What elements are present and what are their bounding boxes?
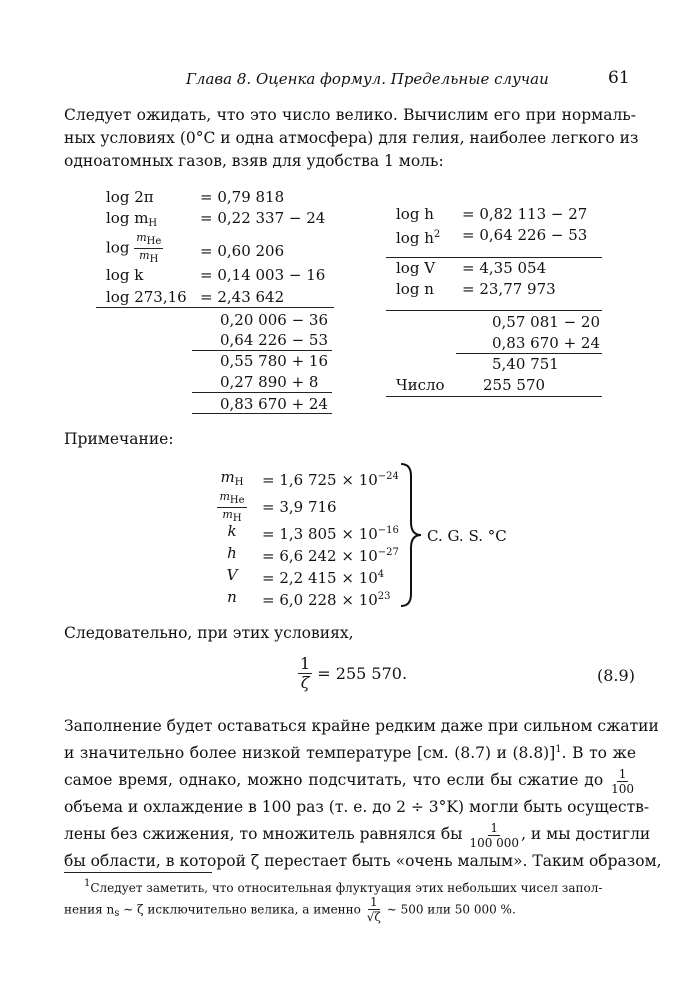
running-title: Глава 8. Оценка формул. Предельные случаи bbox=[186, 70, 549, 88]
equation-number: (8.9) bbox=[597, 666, 635, 685]
text-line: Заполнение будет оставаться крайне редким даже при сильном сжатии bbox=[64, 717, 659, 735]
table-rule bbox=[456, 353, 602, 354]
text-line: ных условиях (0°C и одна атмосфера) для гелия, наиболее легкого из bbox=[64, 129, 639, 147]
page-number: 61 bbox=[608, 68, 630, 88]
log-label: $\log h^2$ bbox=[396, 229, 441, 247]
log-label: log h bbox=[396, 205, 434, 223]
log-label: log 2π bbox=[106, 188, 154, 206]
log-result: 0,20 006 − 36 bbox=[220, 311, 328, 329]
curly-brace-icon bbox=[398, 462, 424, 608]
table-rule bbox=[386, 396, 602, 397]
text-line: бы области, в которой ζ перестает быть «очень малым». Таким образом, bbox=[64, 852, 662, 870]
constant-symbol: V bbox=[226, 566, 238, 584]
constant-value: = 6,0 $228 \times 10^{23}$ bbox=[262, 591, 391, 609]
log-result: 5,40 751 bbox=[492, 355, 559, 373]
constant-value: = 2,2 $415 \times 10^4$ bbox=[262, 569, 385, 587]
constant-value: = 1,6 $725 \times 10^{-24}$ bbox=[262, 471, 399, 489]
log-value: = 0,22 337 − 24 bbox=[200, 209, 326, 227]
log-value: = 0,82 113 − 27 bbox=[462, 205, 588, 223]
constant-symbol: k bbox=[227, 522, 237, 540]
text-line: объема и охлаждение в 100 раз (т. е. до 2 ÷ 3°K) могли быть осуществ- bbox=[64, 798, 650, 816]
log-label: log k bbox=[106, 266, 144, 284]
constant-value: = 6,6 $242 \times 10^{-27}$ bbox=[262, 547, 399, 565]
table-rule bbox=[386, 310, 602, 311]
log-value: = 0,14 003 − 16 bbox=[200, 266, 326, 284]
log-value: = 0,64 226 − 53 bbox=[462, 226, 588, 244]
constant-value: = 1,3 $805 \times 10^{-16}$ bbox=[262, 525, 399, 543]
log-value: = 23,77 973 bbox=[462, 280, 556, 298]
text-line: одноатомных газов, взяв для удобства 1 моль: bbox=[64, 152, 444, 170]
reciprocal-zeta-fraction: $\frac{1}{\zeta}$ bbox=[300, 654, 311, 692]
table-rule bbox=[96, 307, 334, 308]
log-value: = 0,60 206 bbox=[200, 242, 285, 260]
log-result: 0,64 226 − 53 bbox=[220, 331, 328, 349]
constant-symbol: h bbox=[227, 544, 237, 562]
conclusion-paragraph bbox=[64, 714, 662, 873]
equation-8-9: $\frac{1}{\zeta}$ = 255 570. bbox=[300, 654, 408, 692]
mass-ratio-fraction: $\frac{\text{mHe}}{mH}$ bbox=[136, 231, 162, 265]
footnote-line: нения $n_s$ ∼ ζ исключительно велика, а именно $\frac{1}{√\zeta}$ ∼ 500 или 50 000 %. bbox=[64, 895, 516, 924]
consequently-text: Следовательно, при этих условиях, bbox=[64, 624, 354, 642]
text-line: самое время, однако, можно подсчитать, что если бы сжатие до $\frac{1}{100}$ bbox=[64, 766, 634, 796]
log-value: = 4,35 054 bbox=[462, 259, 547, 277]
constant-symbol: $m_H$ bbox=[220, 468, 244, 488]
units-label: C. G. S. °C bbox=[427, 527, 507, 545]
final-value: 255 570 bbox=[483, 376, 546, 394]
constant-symbol-fraction: $\frac{\text{mHe}}{mH}$ bbox=[219, 490, 245, 524]
footnote-line: $^1$Следует заметить, что относительная флуктуация этих небольших чисел запол- bbox=[84, 878, 603, 895]
log-result: 0,55 780 + 16 bbox=[220, 352, 328, 370]
text-line: Следует ожидать, что это число велико. Вычислим его при нормаль- bbox=[64, 106, 636, 124]
text-line: лены без сжижения, то множитель равнялся бы $\frac{1}{100 000}$ , и мы достигли bbox=[64, 820, 651, 850]
table-rule bbox=[192, 413, 332, 414]
log-result: 0,83 670 + 24 bbox=[220, 395, 328, 413]
log-label: $\log m_H$ bbox=[106, 209, 158, 229]
log-label-fraction: log $\frac{\text{mHe}}{mH}$ bbox=[106, 231, 162, 265]
log-result: 0,27 890 + 8 bbox=[220, 373, 319, 391]
log-label: log V bbox=[396, 259, 436, 277]
intro-paragraph bbox=[64, 104, 639, 173]
table-rule bbox=[192, 350, 332, 351]
log-label: log 273,16 bbox=[106, 288, 187, 306]
text-line: и значительно более низкой температуре [см. (8.7) и (8.8)]$^1$. В то же bbox=[64, 744, 636, 762]
table-rule bbox=[386, 257, 602, 258]
note-title: Примечание: bbox=[64, 430, 174, 448]
log-result: 0,83 670 + 24 bbox=[492, 334, 600, 352]
log-result: 0,57 081 − 20 bbox=[492, 313, 600, 331]
constant-symbol: n bbox=[227, 588, 237, 606]
log-label: log n bbox=[396, 280, 434, 298]
log-value: = 2,43 642 bbox=[200, 288, 285, 306]
footnote-rule bbox=[64, 872, 212, 873]
final-label: Число bbox=[396, 376, 445, 394]
inverse-sqrt-zeta-fraction: $\frac{1}{√\zeta}$ bbox=[366, 895, 381, 924]
log-value: = 0,79 818 bbox=[200, 188, 285, 206]
table-rule bbox=[192, 392, 332, 393]
constant-value: = 3,9 716 bbox=[262, 498, 337, 516]
